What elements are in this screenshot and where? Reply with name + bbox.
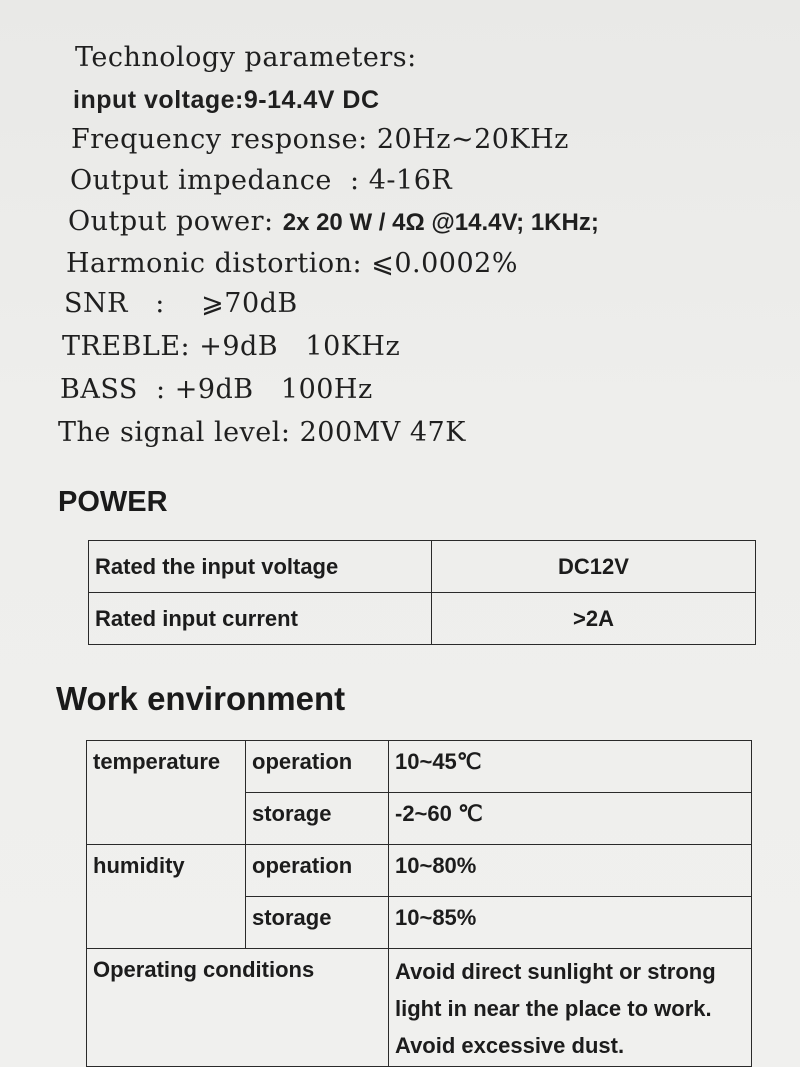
- temp-storage-value: -2~60 ℃: [389, 793, 752, 845]
- power-row-value: DC12V: [432, 541, 756, 593]
- temp-storage-label: storage: [246, 793, 389, 845]
- table-row: [87, 949, 752, 1067]
- input-voltage-text: input voltage:9-14.4V DC: [73, 86, 380, 114]
- temperature-cell: temperature: [87, 741, 246, 845]
- power-heading: POWER: [58, 486, 168, 518]
- hum-storage-label: storage: [246, 897, 389, 949]
- impedance-value: 4-16R: [368, 165, 453, 196]
- distortion-value: ⩽0.0002%: [371, 248, 519, 279]
- signal-value: 200MV 47K: [299, 417, 466, 448]
- power-label: Output power:: [68, 206, 274, 237]
- table-row: [87, 741, 752, 793]
- table-row: [89, 541, 756, 593]
- environment-table: [86, 740, 752, 1067]
- power-row-label: Rated input current: [89, 593, 432, 645]
- table-row: [89, 593, 756, 645]
- humidity-cell: humidity: [87, 845, 246, 949]
- spec-frequency: [71, 124, 569, 155]
- conditions-line-2: light in near the place to work.: [395, 996, 712, 1021]
- temp-operation-value: 10~45℃: [389, 741, 752, 793]
- signal-label: The signal level:: [58, 417, 291, 448]
- treble-value: 10KHz: [305, 331, 401, 362]
- conditions-value: [389, 949, 752, 1067]
- snr-label: SNR :: [64, 288, 165, 319]
- hum-operation-value: 10~80%: [389, 845, 752, 897]
- frequency-value: 20Hz~20KHz: [376, 124, 569, 155]
- bass-value: 100Hz: [280, 374, 373, 405]
- distortion-label: Harmonic distortion:: [66, 248, 363, 279]
- spec-title: Technology parameters:: [75, 42, 417, 73]
- spec-distortion: [66, 248, 518, 279]
- spec-input-voltage: [73, 84, 380, 115]
- hum-operation-label: operation: [246, 845, 389, 897]
- temp-operation-label: operation: [246, 741, 389, 793]
- spec-impedance: [70, 165, 452, 196]
- conditions-line-3: Avoid excessive dust.: [395, 1033, 625, 1058]
- spec-snr: [64, 288, 298, 319]
- frequency-label: Frequency response:: [71, 124, 368, 155]
- conditions-line-1: Avoid direct sunlight or strong: [395, 959, 716, 984]
- power-value: 2x 20 W / 4Ω @14.4V; 1KHz;: [282, 209, 599, 236]
- treble-label: TREBLE: +9dB: [62, 331, 279, 362]
- conditions-label: Operating conditions: [87, 949, 389, 1067]
- power-table: [88, 540, 756, 645]
- power-row-value: >2A: [432, 593, 756, 645]
- spec-signal-level: [58, 417, 466, 448]
- power-row-label: Rated the input voltage: [89, 541, 432, 593]
- table-row: [87, 845, 752, 897]
- environment-heading: Work environment: [56, 680, 346, 717]
- spec-bass: [60, 374, 373, 405]
- bass-label: BASS : +9dB: [60, 374, 254, 405]
- hum-storage-value: 10~85%: [389, 897, 752, 949]
- impedance-label: Output impedance :: [70, 165, 360, 196]
- spec-treble: [62, 331, 400, 362]
- spec-output-power: [68, 206, 599, 237]
- snr-value: ⩾70dB: [201, 288, 298, 319]
